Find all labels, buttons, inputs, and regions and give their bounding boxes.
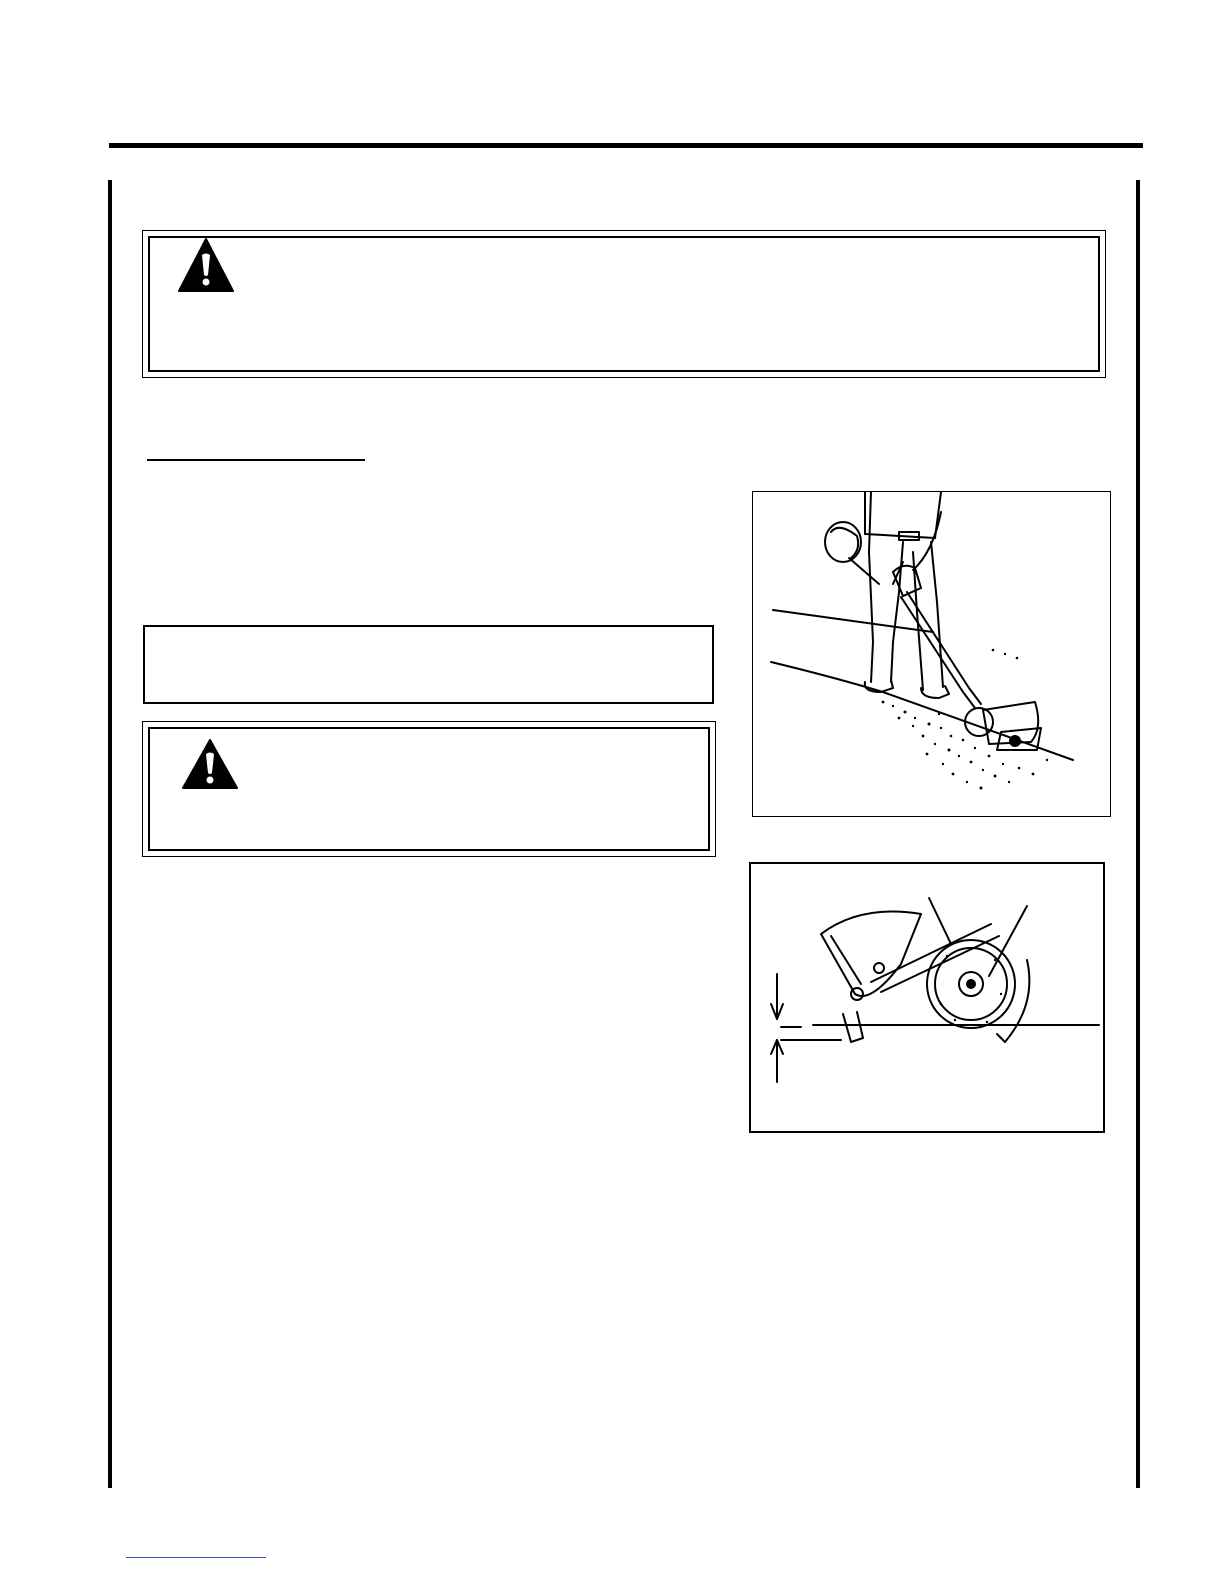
warning-triangle-icon	[181, 738, 239, 790]
top-warning-box	[142, 230, 1106, 378]
left-margin-rule	[108, 180, 112, 1488]
edger-depth-illustration	[751, 864, 1103, 1131]
footer-link-underline[interactable]	[126, 1557, 266, 1558]
mid-warning-box	[142, 721, 716, 857]
note-box	[143, 625, 714, 704]
figure-operator-edging	[752, 491, 1111, 817]
warning-triangle-icon	[177, 237, 235, 293]
subsection-title-underline	[147, 459, 365, 461]
right-margin-rule	[1136, 180, 1140, 1488]
header-rule	[109, 143, 1143, 148]
operator-edging-illustration	[753, 492, 1109, 815]
figure-edger-depth-detail	[749, 862, 1105, 1133]
